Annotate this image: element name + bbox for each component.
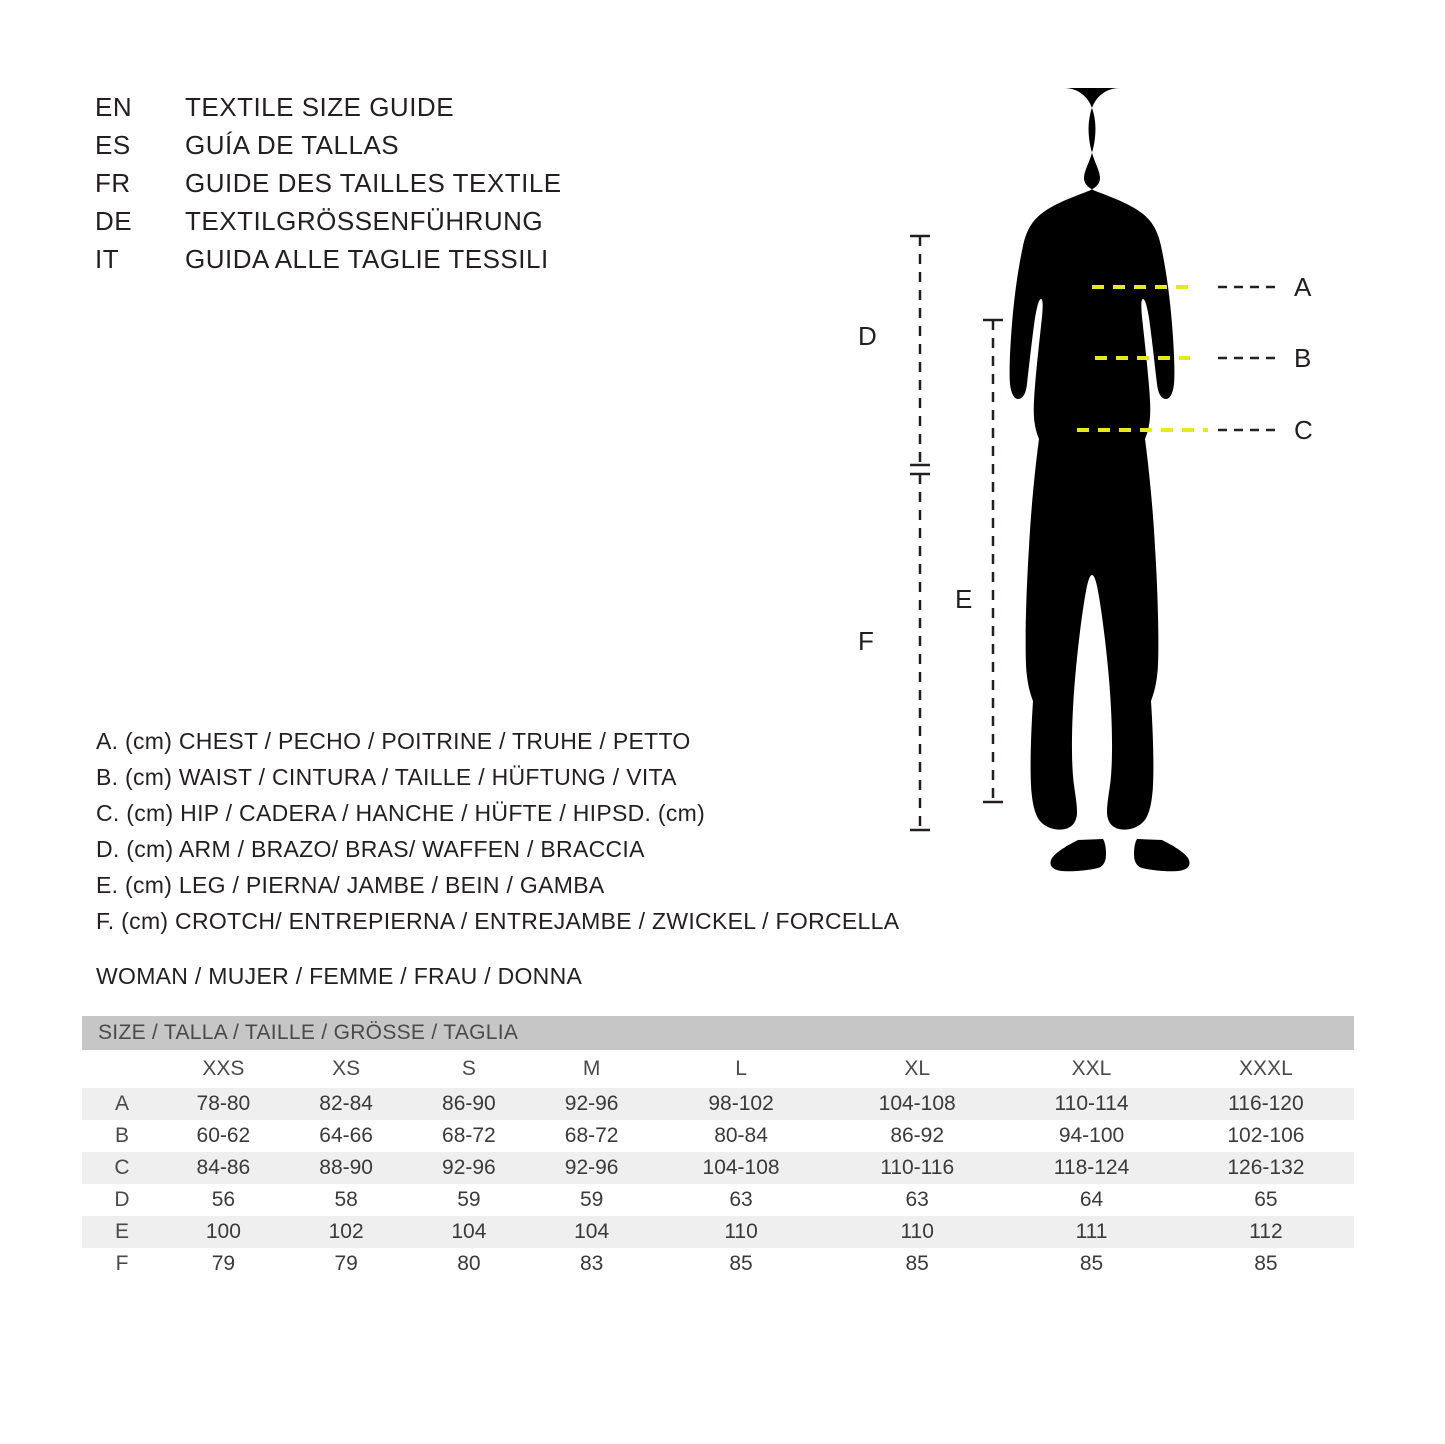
table-cell: 111 <box>1005 1216 1178 1248</box>
row-label: F <box>82 1248 162 1280</box>
table-cell: 126-132 <box>1178 1152 1354 1184</box>
bracket-d <box>910 236 930 465</box>
table-cell: 110-116 <box>829 1152 1005 1184</box>
bracket-label-f: F <box>858 626 874 656</box>
title-block <box>95 92 855 282</box>
table-cell: 118-124 <box>1005 1152 1178 1184</box>
table-cell: 86-92 <box>829 1120 1005 1152</box>
title-lang: ES <box>95 130 131 160</box>
column-header: XXXL <box>1178 1050 1354 1088</box>
table-header-label: SIZE / TALLA / TAILLE / GRÖSSE / TAGLIA <box>82 1016 1354 1050</box>
table-cell: 110 <box>653 1216 829 1248</box>
title-lang: DE <box>95 206 133 236</box>
table-cell: 58 <box>285 1184 408 1216</box>
group-label: WOMAN / MUJER / FEMME / FRAU / DONNA <box>96 963 583 989</box>
table-cell: 84-86 <box>162 1152 285 1184</box>
legend-block <box>96 723 926 939</box>
column-header: XL <box>829 1050 1005 1088</box>
column-header: L <box>653 1050 829 1088</box>
table-cell: 85 <box>829 1248 1005 1280</box>
table-cell: 102 <box>285 1216 408 1248</box>
legend-line-b: B. (cm) WAIST / CINTURA / TAILLE / HÜFTUNG / VITA <box>96 764 677 790</box>
table-cell: 85 <box>1178 1248 1354 1280</box>
table-cell: 82-84 <box>285 1088 408 1120</box>
legend-line-c: C. (cm) HIP / CADERA / HANCHE / HÜFTE / HIPSD. (cm) <box>96 800 706 826</box>
column-header: S <box>408 1050 531 1088</box>
legend-line-f: F. (cm) CROTCH/ ENTREPIERNA / ENTREJAMBE / ZWICKEL / FORCELLA <box>96 908 900 934</box>
table-cell: 83 <box>530 1248 653 1280</box>
woman-silhouette <box>1010 88 1190 871</box>
callout-label-b: B <box>1294 343 1312 373</box>
column-header: M <box>530 1050 653 1088</box>
table-cell: 104-108 <box>829 1088 1005 1120</box>
table-cell: 92-96 <box>530 1088 653 1120</box>
column-header: XS <box>285 1050 408 1088</box>
table-cell: 92-96 <box>530 1152 653 1184</box>
row-label: D <box>82 1184 162 1216</box>
table-cell: 63 <box>829 1184 1005 1216</box>
title-row <box>95 130 855 168</box>
table-row <box>82 1184 1354 1216</box>
table-column-row <box>82 1050 1354 1088</box>
row-label: E <box>82 1216 162 1248</box>
size-table-wrap <box>82 1016 1354 1280</box>
table-row <box>82 1088 1354 1120</box>
table-cell: 102-106 <box>1178 1120 1354 1152</box>
table-row <box>82 1120 1354 1152</box>
table-cell: 59 <box>408 1184 531 1216</box>
callout-leaders <box>1218 287 1282 430</box>
table-cell: 116-120 <box>1178 1088 1354 1120</box>
table-cell: 92-96 <box>408 1152 531 1184</box>
title-text: TEXTILE SIZE GUIDE <box>185 92 455 122</box>
title-lang: IT <box>95 244 120 274</box>
table-cell: 65 <box>1178 1184 1354 1216</box>
table-header-row <box>82 1016 1354 1050</box>
table-cell: 64-66 <box>285 1120 408 1152</box>
table-cell: 79 <box>285 1248 408 1280</box>
table-cell: 85 <box>1005 1248 1178 1280</box>
table-row <box>82 1152 1354 1184</box>
callout-label-a: A <box>1294 272 1312 302</box>
table-cell: 80-84 <box>653 1120 829 1152</box>
bracket-e <box>983 320 1003 802</box>
bracket-label-d: D <box>858 321 877 351</box>
title-lang: FR <box>95 168 131 198</box>
table-cell: 110 <box>829 1216 1005 1248</box>
table-cell: 85 <box>653 1248 829 1280</box>
table-cell: 100 <box>162 1216 285 1248</box>
title-lang: EN <box>95 92 133 122</box>
table-cell: 94-100 <box>1005 1120 1178 1152</box>
table-cell: 60-62 <box>162 1120 285 1152</box>
callout-labels <box>1294 272 1313 445</box>
corner-cell <box>82 1050 162 1088</box>
table-cell: 63 <box>653 1184 829 1216</box>
table-cell: 104 <box>530 1216 653 1248</box>
table-cell: 59 <box>530 1184 653 1216</box>
title-row <box>95 168 855 206</box>
legend-line-a: A. (cm) CHEST / PECHO / POITRINE / TRUHE / PETTO <box>96 728 691 754</box>
size-table <box>82 1016 1354 1280</box>
table-cell: 68-72 <box>530 1120 653 1152</box>
column-header: XXS <box>162 1050 285 1088</box>
bracket-label-e: E <box>955 584 973 614</box>
table-cell: 56 <box>162 1184 285 1216</box>
table-cell: 78-80 <box>162 1088 285 1120</box>
table-row <box>82 1248 1354 1280</box>
table-row <box>82 1216 1354 1248</box>
table-cell: 86-90 <box>408 1088 531 1120</box>
table-cell: 104-108 <box>653 1152 829 1184</box>
title-row <box>95 244 855 282</box>
legend-line-d: D. (cm) ARM / BRAZO/ BRAS/ WAFFEN / BRACCIA <box>96 836 645 862</box>
table-cell: 98-102 <box>653 1088 829 1120</box>
title-row <box>95 206 855 244</box>
table-cell: 64 <box>1005 1184 1178 1216</box>
row-label: B <box>82 1120 162 1152</box>
row-label: C <box>82 1152 162 1184</box>
table-cell: 104 <box>408 1216 531 1248</box>
row-label: A <box>82 1088 162 1120</box>
table-cell: 80 <box>408 1248 531 1280</box>
callout-label-c: C <box>1294 415 1313 445</box>
table-cell: 68-72 <box>408 1120 531 1152</box>
table-cell: 110-114 <box>1005 1088 1178 1120</box>
table-cell: 112 <box>1178 1216 1354 1248</box>
title-text: GUÍA DE TALLAS <box>185 130 400 160</box>
title-text: GUIDA ALLE TAGLIE TESSILI <box>185 244 549 274</box>
legend-line-e: E. (cm) LEG / PIERNA/ JAMBE / BEIN / GAMBA <box>96 872 605 898</box>
column-header: XXL <box>1005 1050 1178 1088</box>
table-cell: 79 <box>162 1248 285 1280</box>
title-text: TEXTILGRÖSSENFÜHRUNG <box>185 206 544 236</box>
table-cell: 88-90 <box>285 1152 408 1184</box>
title-text: GUIDE DES TAILLES TEXTILE <box>185 168 562 198</box>
title-row <box>95 92 855 130</box>
